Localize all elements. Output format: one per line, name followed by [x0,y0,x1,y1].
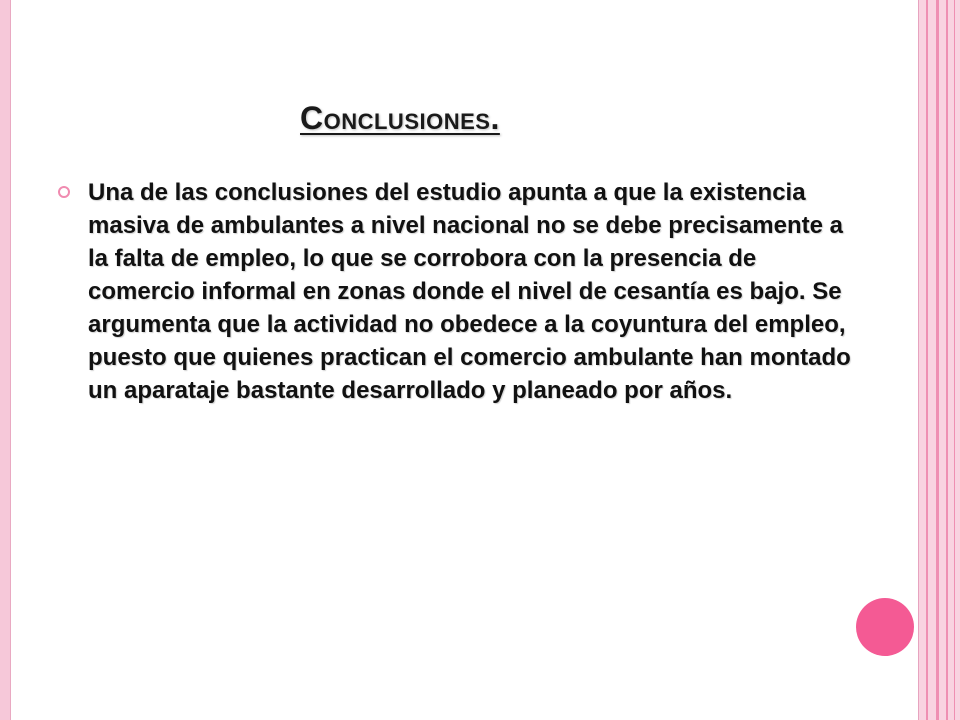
bullet-item [58,176,858,407]
right-band-line [926,0,928,720]
slide-title: Conclusiones. [300,100,500,136]
right-band-line [936,0,939,720]
left-decorative-line [10,0,11,720]
decorative-pink-circle [856,598,914,656]
right-band-line [946,0,948,720]
left-decorative-stripe [0,0,10,720]
right-band-line [918,0,919,720]
bullet-text: Una de las conclusiones del estudio apunta a que la existencia masiva de ambulantes a nivel nacional no se debe precisamente a la falta de empleo, lo que se corrobora con la presencia de comercio informal en zonas donde el nivel de cesantía es bajo. Se argumenta que la actividad no obedece a la coyuntura del empleo, puesto que quienes practican el comercio ambulante han montado un aparataje bastante desarrollado y planeado por años. [88,179,851,404]
right-band-line [954,0,955,720]
bullet-circle-icon [58,186,70,198]
